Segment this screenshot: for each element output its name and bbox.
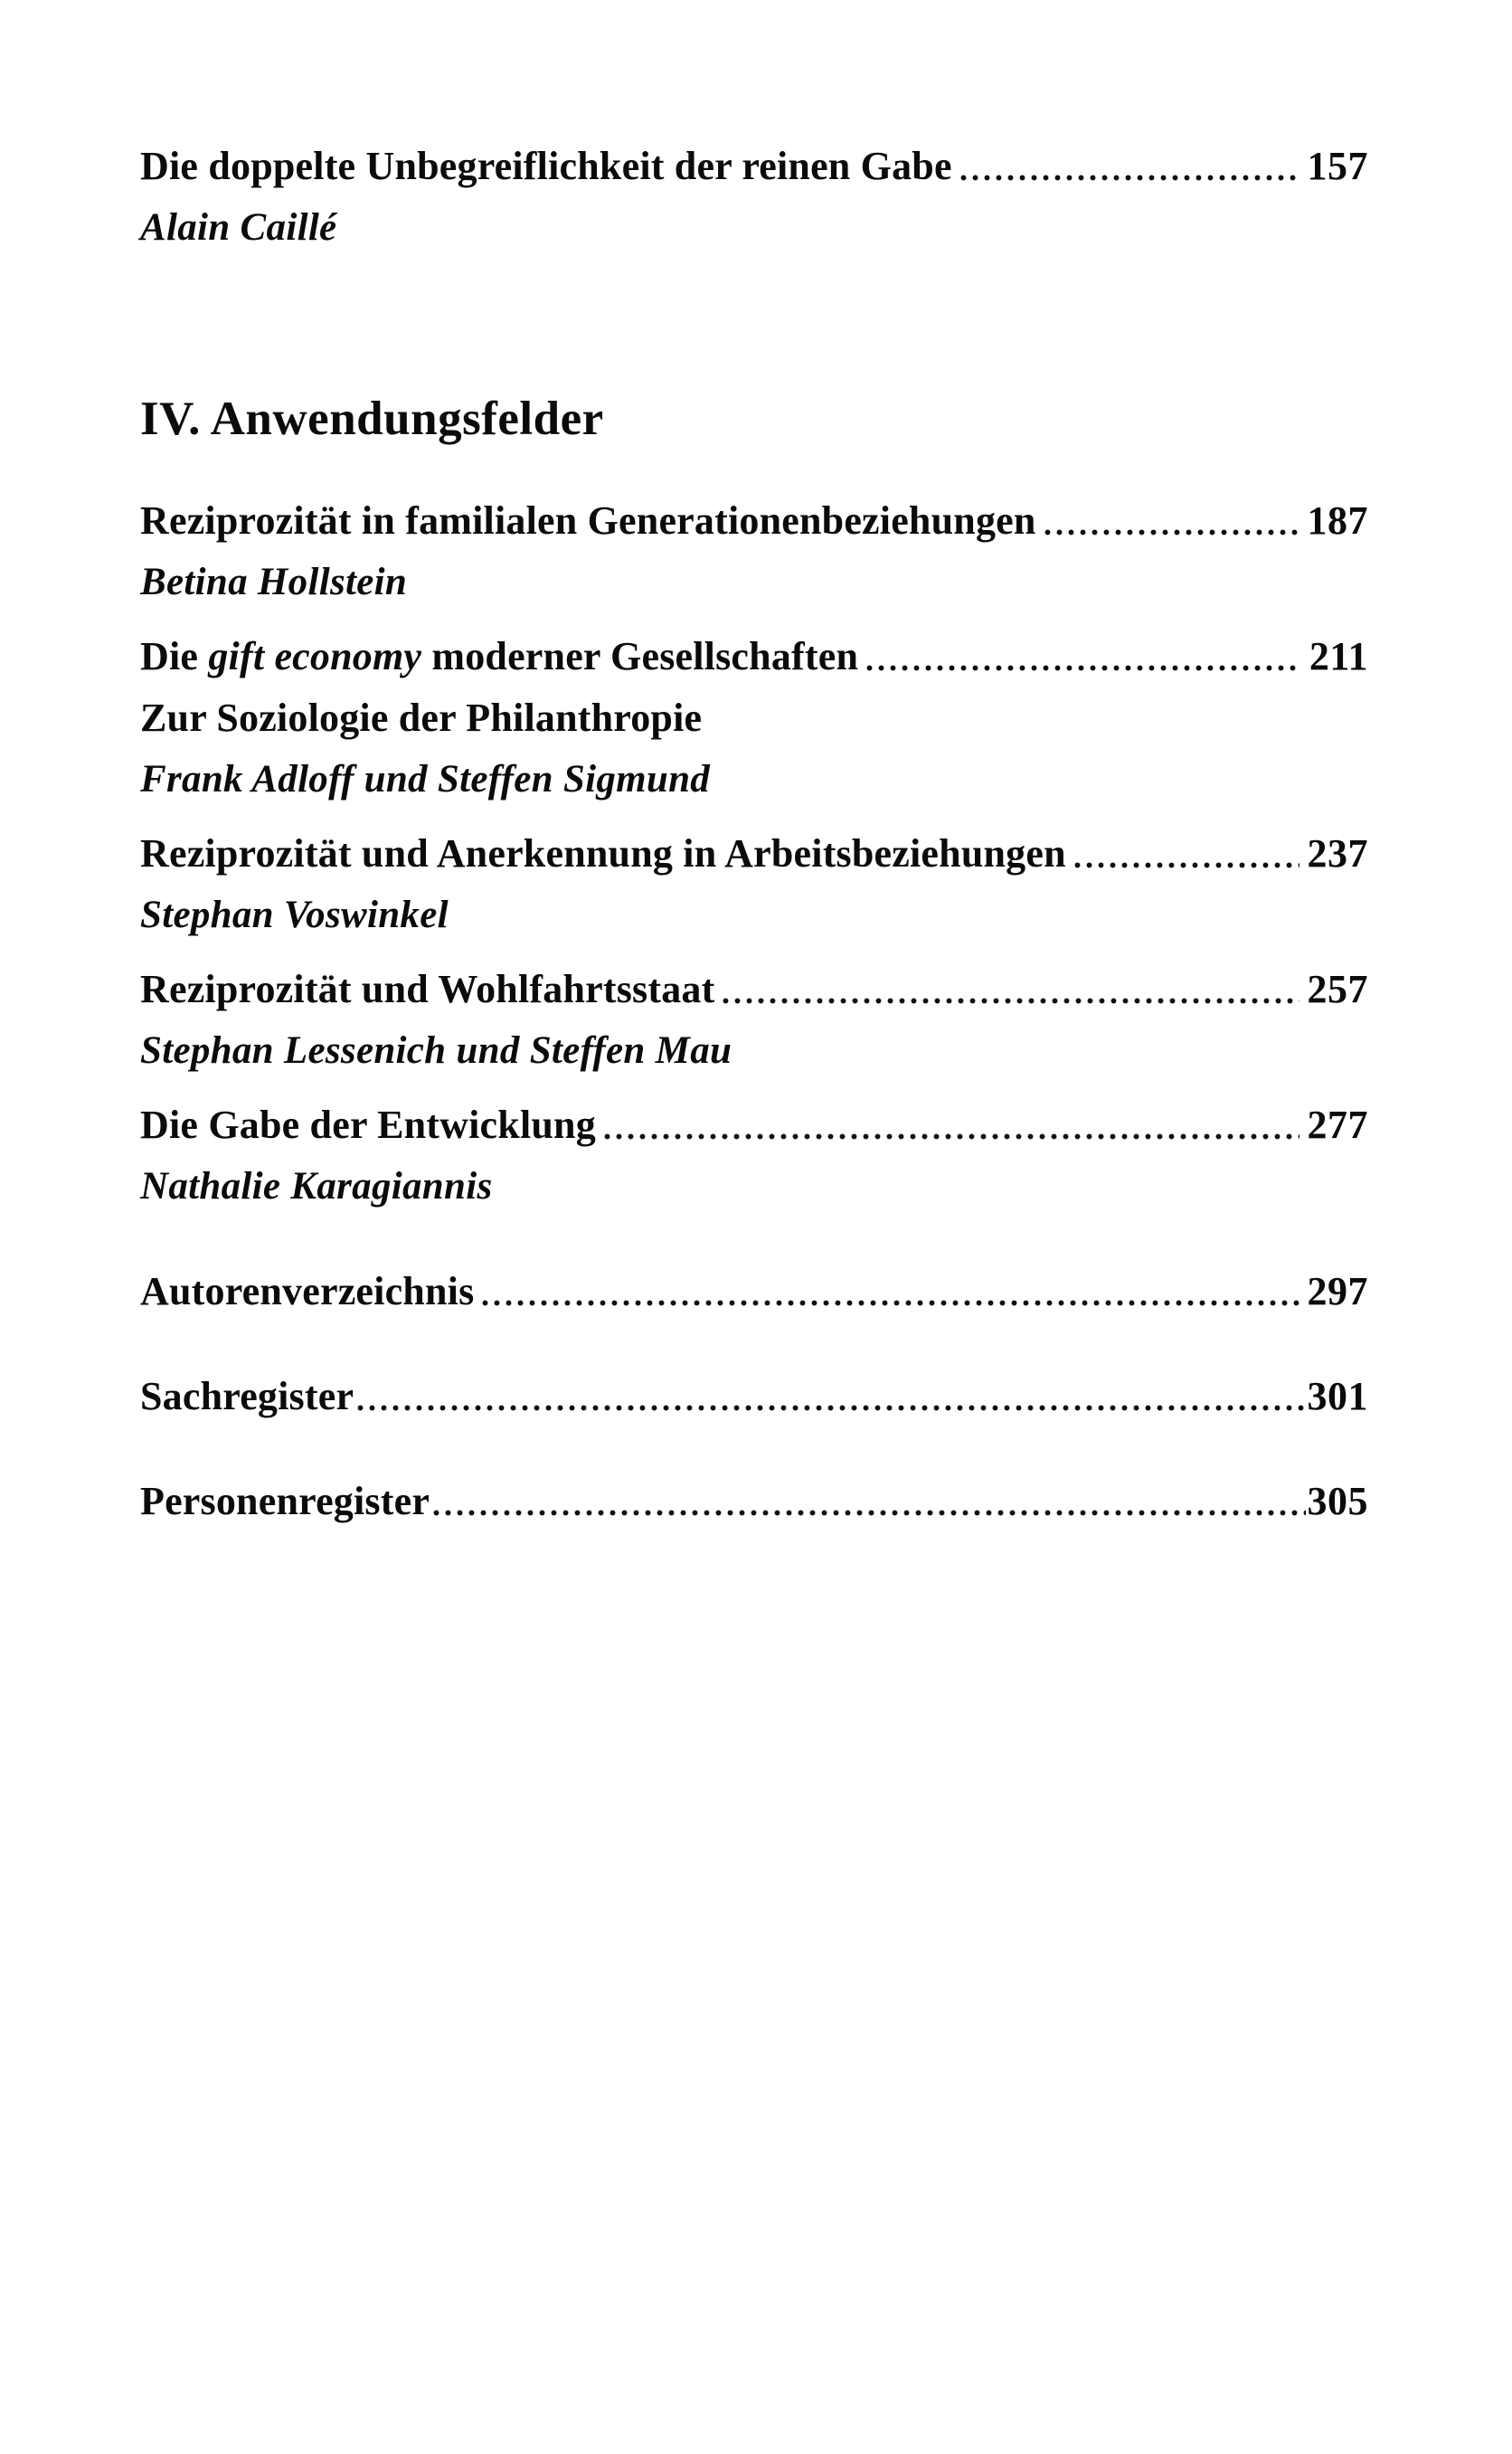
toc-entry-title: Die Gabe der Entwicklung <box>140 1103 596 1147</box>
toc-entry-authors: Alain Caillé <box>140 206 337 249</box>
toc-entry-line <box>140 136 1368 197</box>
toc-entry-title: Die doppelte Unbegreiflichkeit der reinen Gabe <box>140 144 952 188</box>
dot-leader <box>1044 529 1299 536</box>
section-heading: IV. Anwendungsfelder <box>140 393 604 445</box>
toc-title-segment: moderner Gesellschaften <box>421 634 859 678</box>
page-number: 257 <box>1307 967 1368 1011</box>
toc-entry-authors: Betina Hollstein <box>140 561 408 603</box>
dot-leader <box>1074 862 1299 869</box>
page-number: 211 <box>1309 634 1368 678</box>
page-number: 305 <box>1307 1479 1368 1523</box>
toc-entry-authors: Frank Adloff und Steffen Sigmund <box>140 758 711 801</box>
toc-title-italic-segment: gift economy <box>208 634 422 678</box>
toc-entry-title: Reziprozität in familialen Generationenbeziehungen <box>140 498 1036 543</box>
toc-entry-line <box>140 1366 1368 1427</box>
page-number: 157 <box>1307 144 1368 188</box>
toc-entry-line <box>140 959 1368 1020</box>
toc-entry-title: Sachregister <box>140 1374 354 1418</box>
toc-main-entries <box>140 490 1368 1218</box>
page-number: 297 <box>1307 1269 1368 1313</box>
dot-leader <box>960 175 1299 182</box>
toc-entry-title: Autorenverzeichnis <box>140 1269 475 1313</box>
toc-entry-line <box>140 823 1368 885</box>
page-number: 301 <box>1307 1374 1368 1418</box>
page-number: 187 <box>1307 498 1368 543</box>
toc-entry <box>140 1471 1368 1532</box>
toc-entry-line <box>140 1261 1368 1322</box>
toc-entry-line <box>140 626 1368 687</box>
dot-leader <box>433 1510 1305 1517</box>
toc-entry <box>140 1366 1368 1427</box>
toc-entry-line <box>140 490 1368 552</box>
toc-entry <box>140 823 1368 946</box>
toc-title-segment: Die <box>140 634 209 678</box>
dot-leader <box>604 1133 1299 1141</box>
toc-entry-line <box>140 1471 1368 1532</box>
toc-back-entries <box>140 1261 1368 1532</box>
toc-entry-authors: Stephan Voswinkel <box>140 894 449 936</box>
toc-entry-title <box>140 626 858 687</box>
toc-entry-authors: Nathalie Karagiannis <box>140 1165 493 1208</box>
toc-entry <box>140 1094 1368 1218</box>
dot-leader <box>482 1300 1299 1307</box>
toc-front-entries <box>140 136 1368 259</box>
dot-leader <box>723 998 1299 1005</box>
toc-entry-subtitle: Zur Soziologie der Philanthropie <box>140 696 703 740</box>
page-number: 237 <box>1307 831 1368 876</box>
toc-entry <box>140 1261 1368 1322</box>
toc-entry <box>140 490 1368 613</box>
dot-leader <box>866 665 1301 672</box>
toc-entry-title: Reziprozität und Wohlfahrtsstaat <box>140 967 715 1011</box>
page-number: 277 <box>1307 1103 1368 1147</box>
toc-entry-title: Personenregister <box>140 1479 430 1523</box>
toc-entry-title: Reziprozität und Anerkennung in Arbeitsbeziehungen <box>140 831 1066 876</box>
toc-entry <box>140 959 1368 1082</box>
toc-entry <box>140 136 1368 259</box>
toc-entry <box>140 626 1368 810</box>
toc-entry-authors: Stephan Lessenich und Steffen Mau <box>140 1029 732 1072</box>
dot-leader <box>357 1405 1305 1412</box>
toc-entry-line <box>140 1094 1368 1156</box>
